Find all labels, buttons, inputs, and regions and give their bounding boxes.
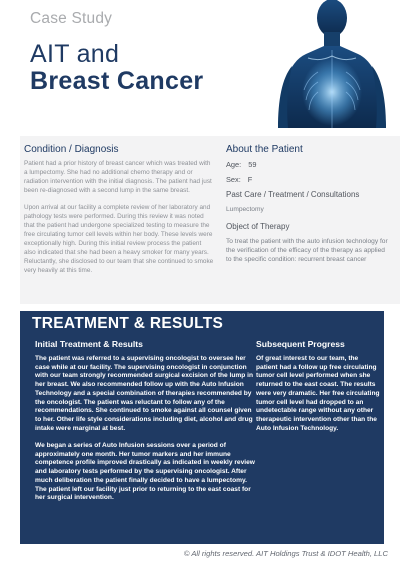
condition-heading: Condition / Diagnosis <box>24 144 119 155</box>
initial-treatment-heading: Initial Treatment & Results <box>35 339 143 349</box>
title-line-1: AIT and <box>30 40 120 68</box>
about-panel <box>218 136 400 304</box>
age-label: Age: <box>226 160 242 169</box>
age-row <box>226 160 392 169</box>
sex-label: Sex: <box>226 175 241 184</box>
initial-treatment-paragraph: We began a series of Auto Infusion sessions over a period of approximately one month. Her tumor markers and her immune competence profile improved drastically as indicated in weekly review and laboratory tests performed by the supervising oncologist. After much deliberation the patient finally decided to have a lumpectomy. The patient left our facility just prior to returning to the east coast for her surgical intervention. <box>35 442 255 502</box>
age-value: 59 <box>248 160 257 169</box>
copyright-footer: © All rights reserved. AIT Holdings Trust & IDOT Health, LLC <box>183 549 388 558</box>
header <box>0 0 400 128</box>
condition-body <box>24 160 214 275</box>
hero-torso-image <box>248 0 400 128</box>
initial-treatment-body <box>35 355 255 512</box>
objective-heading: Object of Therapy <box>226 222 290 231</box>
torso-xray-icon <box>248 0 400 128</box>
subsequent-progress-body: Of great interest to our team, the patient had a follow up free circulating tumor cell level performed when she returned to the east coast. The results were very dramatic. Her free circulating tumor cell level had dropped to an undetectable range without any other therapeutic intervention other than the Auto Infusion Technology. <box>256 355 380 432</box>
sex-value: F <box>247 175 253 184</box>
past-care-heading: Past Care / Treatment / Consultations <box>226 190 360 199</box>
subsequent-progress-heading: Subsequent Progress <box>256 339 345 349</box>
initial-treatment-paragraph: The patient was referred to a supervising oncologist to oversee her case while at our facility. The supervising oncologist in conjunction with our team strongly recommended surgical excision of the lump in her breast. We also recommended follow up with the Auto Infusion Technology and a special combination of therapies recommended by the oncologist. The patient was reluctant to follow any of the recommendations. She continued to smoke against all counsel given to her. Other life style considerations including diet, alcohol and drug intake were marginal at best. <box>35 355 253 432</box>
condition-paragraph: Patient had a prior history of breast cancer which was treated with a lumpectomy. She had no additional chemo therapy and or radiation intervention with the initial diagnosis. The patient had just been re-diagnosed with a second lump in the same breast. <box>24 160 212 194</box>
past-care-value: Lumpectomy <box>226 206 264 213</box>
about-heading: About the Patient <box>226 144 303 155</box>
sex-row <box>226 175 392 184</box>
treatment-heading: TREATMENT & RESULTS <box>32 315 224 332</box>
condition-paragraph: Upon arrival at our facility a complete review of her laboratory and pathology tests were performed. During this review it was noted that the patient had undergone specialized testing to measure the free circulating tumor cell levels within her body. These levels were exceptionally high. During this initial review process the patient also indicated that she had been a heavy smoker for many years. Reluctantly, she disclosed to our team that she continued to smoke very heavily at this time. <box>24 204 214 274</box>
info-band <box>0 128 400 310</box>
treatment-panel <box>20 311 384 544</box>
title-line-2: Breast Cancer <box>30 67 204 95</box>
condition-panel <box>20 136 218 304</box>
kicker-label: Case Study <box>30 10 113 27</box>
objective-text: To treat the patient with the auto infusion technology for the verification of the efficacy of the therapy as applied to the specific condition: recurrent breast cancer <box>226 238 388 263</box>
